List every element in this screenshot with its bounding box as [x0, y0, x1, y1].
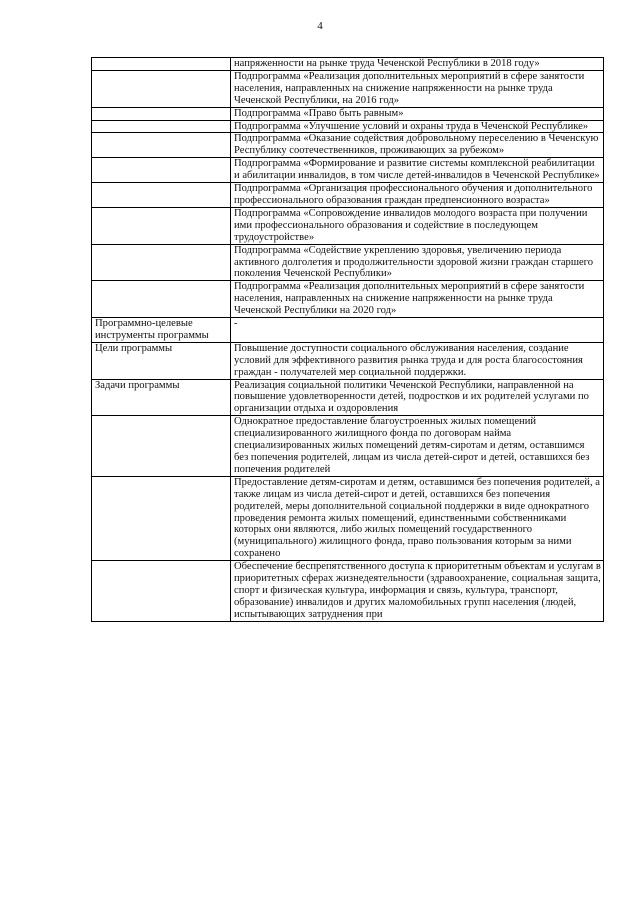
- subprogram-cell: Подпрограмма «Улучшение условий и охраны труда в Чеченской Республике»: [231, 120, 604, 133]
- table-row: [92, 183, 604, 208]
- subprogram-cell: Подпрограмма «Реализация дополнительных мероприятий в сфере занятости населения, направленных на снижение напряженности на рынке труда Чеченской Республики, на 2016 год»: [231, 70, 604, 107]
- row-label-empty: [92, 183, 231, 208]
- row-label-empty: [92, 244, 231, 281]
- task-cell: Реализация социальной политики Чеченской Республики, направленной на повышение удовлетворенности детей, подростков и их родителей услугами по организации отдыха и оздоровления: [231, 379, 604, 416]
- table-row: [92, 476, 604, 560]
- row-label-empty: [92, 476, 231, 560]
- table-row: [92, 561, 604, 622]
- row-label-empty: [92, 70, 231, 107]
- row-label-empty: [92, 158, 231, 183]
- subprogram-cell: Подпрограмма «Содействие укреплению здоровья, увеличению периода активного долголетия и продолжительности здоровой жизни граждан старшего поколения Чеченской Республики»: [231, 244, 604, 281]
- table-row: [92, 281, 604, 318]
- table-row: [92, 207, 604, 244]
- table-row: [92, 133, 604, 158]
- row-label-empty: [92, 120, 231, 133]
- table-row: [92, 70, 604, 107]
- row-label-empty: [92, 416, 231, 477]
- subprogram-cell: Подпрограмма «Формирование и развитие системы комплексной реабилитации и абилитации инвалидов, в том числе детей-инвалидов в Чеченской Республике»: [231, 158, 604, 183]
- subprogram-cell: Подпрограмма «Организация профессионального обучения и дополнительного профессионального образования граждан предпенсионного возраста»: [231, 183, 604, 208]
- subprogram-cell: Подпрограмма «Реализация дополнительных мероприятий в сфере занятости населения, направленных на снижение напряженности на рынке труда Чеченской Республики на 2020 год»: [231, 281, 604, 318]
- table-row: [92, 120, 604, 133]
- subprogram-cell: Подпрограмма «Оказание содействия добровольному переселению в Чеченскую Республику соотечественников, проживающих за рубежом»: [231, 133, 604, 158]
- row-label-empty: [92, 58, 231, 71]
- table-row: [92, 342, 604, 379]
- passport-table: [91, 57, 604, 622]
- instruments-value: -: [231, 318, 604, 343]
- tasks-label: Задачи программы: [92, 379, 231, 416]
- row-label-empty: [92, 133, 231, 158]
- subprogram-cell: Подпрограмма «Сопровождение инвалидов молодого возраста при получении ими профессионального образования и содействие в последующем трудоустройстве»: [231, 207, 604, 244]
- row-label-empty: [92, 207, 231, 244]
- table-row: [92, 107, 604, 120]
- goals-value: Повышение доступности социального обслуживания населения, создание условий для эффективного развития рынка труда и для роста благосостояния граждан - получателей мер социальной поддержки.: [231, 342, 604, 379]
- page-number: 4: [317, 20, 323, 32]
- instruments-label: Программно-целевые инструменты программы: [92, 318, 231, 343]
- goals-label: Цели программы: [92, 342, 231, 379]
- table-row: [92, 244, 604, 281]
- table-row: [92, 158, 604, 183]
- subprogram-cell: напряженности на рынке труда Чеченской Республики в 2018 году»: [231, 58, 604, 71]
- task-cell: Однократное предоставление благоустроенных жилых помещений специализированного жилищного фонда по договорам найма специализированных жилых помещений детям-сиротам и детям, оставшимся без попечения родителей, лицам из числа детей-сирот и детей, оставшихся без попечения родителей: [231, 416, 604, 477]
- row-label-empty: [92, 281, 231, 318]
- table-row: [92, 318, 604, 343]
- row-label-empty: [92, 107, 231, 120]
- table-row: [92, 58, 604, 71]
- table-row: [92, 416, 604, 477]
- subprogram-cell: Подпрограмма «Право быть равным»: [231, 107, 604, 120]
- task-cell: Обеспечение беспрепятственного доступа к приоритетным объектам и услугам в приоритетных сферах жизнедеятельности (здравоохранение, социальная защита, спорт и физическая культура, информация и связь, культура, транспорт, образование) инвалидов и других маломобильных групп населения (людей, испытывающих затруднения при: [231, 561, 604, 622]
- table-row: [92, 379, 604, 416]
- row-label-empty: [92, 561, 231, 622]
- task-cell: Предоставление детям-сиротам и детям, оставшимся без попечения родителей, а также лицам из числа детей-сирот и детей, оставшихся без попечения родителей, меры дополнительной социальной поддержки в виде однократного проведения ремонта жилых помещений, единственными собственниками которых они являются, либо жилых помещений государственного (муниципального) жилищного фонда, право пользования которым за ними сохранено: [231, 476, 604, 560]
